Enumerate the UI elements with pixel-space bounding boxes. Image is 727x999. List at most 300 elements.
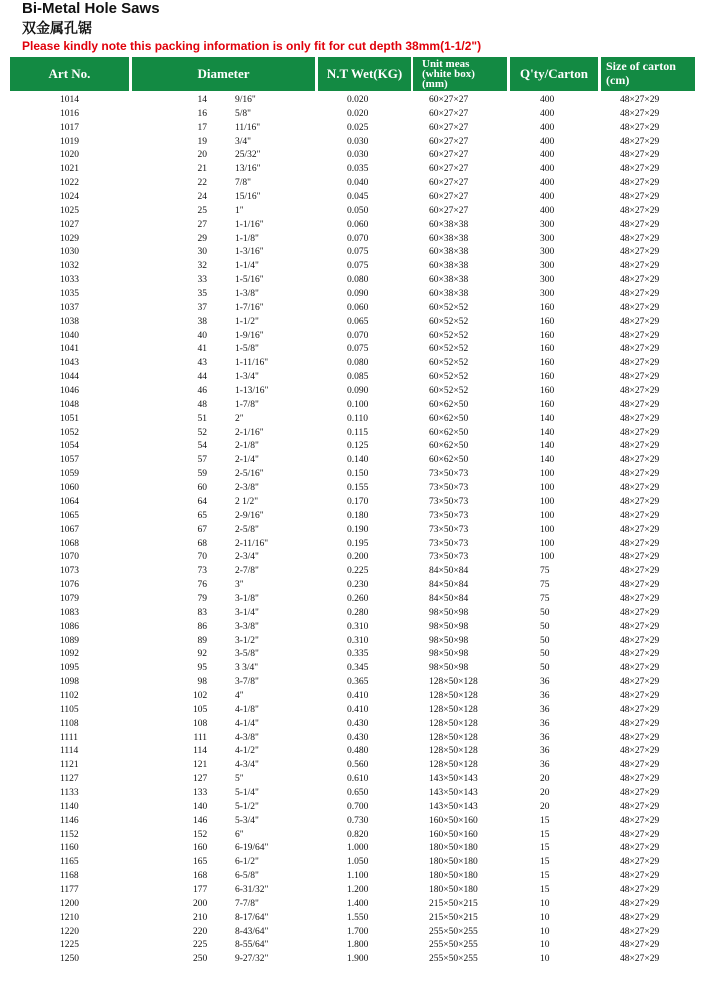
art-no-cell: 1086: [60, 621, 79, 632]
page-subtitle-chinese: 双金属孔锯: [22, 20, 92, 36]
carton-size-cell: 48×27×29: [620, 427, 660, 438]
unit-meas-cell: 73×50×73: [429, 524, 469, 535]
carton-size-cell: 48×27×29: [620, 233, 660, 244]
diameter-inch-cell: 2": [235, 413, 244, 424]
qty-carton-cell: 400: [540, 192, 555, 203]
table-row: [0, 524, 727, 538]
diameter-mm-cell: 177: [193, 884, 208, 895]
qty-carton-cell: 15: [540, 843, 550, 854]
table-row: [0, 136, 727, 150]
unit-meas-cell: 128×50×128: [429, 718, 478, 729]
unit-meas-cell: 84×50×84: [429, 566, 469, 577]
qty-carton-cell: 300: [540, 275, 555, 286]
table-row: [0, 302, 727, 316]
carton-size-cell: 48×27×29: [620, 884, 660, 895]
unit-meas-cell: 60×62×50: [429, 427, 469, 438]
diameter-mm-cell: 133: [193, 787, 208, 798]
diameter-inch-cell: 3-1/8": [235, 593, 259, 604]
carton-size-cell: 48×27×29: [620, 607, 660, 618]
diameter-mm-cell: 25: [197, 205, 207, 216]
nt-wet-cell: 0.650: [347, 787, 369, 798]
unit-meas-cell: 60×62×50: [429, 413, 469, 424]
diameter-inch-cell: 15/16": [235, 192, 261, 203]
table-row: [0, 343, 727, 357]
carton-size-cell: 48×27×29: [620, 566, 660, 577]
nt-wet-cell: 0.310: [347, 635, 369, 646]
table-row: [0, 191, 727, 205]
unit-meas-cell: 60×52×52: [429, 386, 469, 397]
art-no-cell: 1083: [60, 607, 79, 618]
unit-meas-cell: 128×50×128: [429, 746, 478, 757]
qty-carton-cell: 100: [540, 510, 555, 521]
nt-wet-cell: 0.090: [347, 289, 369, 300]
table-row: [0, 801, 727, 815]
table-row: [0, 385, 727, 399]
art-no-cell: 1037: [60, 302, 79, 313]
art-no-cell: 1067: [60, 524, 79, 535]
art-no-cell: 1220: [60, 926, 79, 937]
qty-carton-cell: 160: [540, 302, 555, 313]
art-no-cell: 1092: [60, 649, 79, 660]
unit-meas-cell: 60×27×27: [429, 178, 469, 189]
nt-wet-cell: 0.045: [347, 192, 369, 203]
diameter-mm-cell: 52: [197, 427, 207, 438]
diameter-inch-cell: 2-5/16": [235, 469, 264, 480]
carton-size-cell: 48×27×29: [620, 635, 660, 646]
qty-carton-cell: 36: [540, 760, 550, 771]
diameter-inch-cell: 2-5/8": [235, 524, 259, 535]
diameter-inch-cell: 2-1/4": [235, 455, 259, 466]
table-row: [0, 510, 727, 524]
unit-meas-cell: 60×62×50: [429, 441, 469, 452]
nt-wet-cell: 0.430: [347, 732, 369, 743]
carton-size-cell: 48×27×29: [620, 95, 660, 105]
table-row: [0, 565, 727, 579]
carton-size-cell: 48×27×29: [620, 732, 660, 743]
unit-meas-cell: 215×50×215: [429, 898, 478, 909]
art-no-cell: 1073: [60, 566, 79, 577]
diameter-inch-cell: 2-11/16": [235, 538, 269, 549]
diameter-mm-cell: 102: [193, 690, 208, 701]
nt-wet-cell: 1.200: [347, 884, 369, 895]
art-no-cell: 1017: [60, 122, 79, 133]
nt-wet-cell: 1.050: [347, 857, 369, 868]
qty-carton-cell: 15: [540, 829, 550, 840]
art-no-cell: 1044: [60, 372, 79, 383]
carton-size-cell: 48×27×29: [620, 150, 660, 161]
art-no-cell: 1089: [60, 635, 79, 646]
table-row: [0, 330, 727, 344]
qty-carton-cell: 400: [540, 205, 555, 216]
art-no-cell: 1021: [60, 164, 79, 175]
diameter-mm-cell: 33: [197, 275, 207, 286]
diameter-mm-cell: 76: [197, 580, 207, 591]
art-no-cell: 1057: [60, 455, 79, 466]
carton-size-cell: 48×27×29: [620, 704, 660, 715]
diameter-inch-cell: 4-3/8": [235, 732, 259, 743]
unit-meas-cell: 160×50×160: [429, 815, 478, 826]
carton-size-cell: 48×27×29: [620, 843, 660, 854]
art-no-cell: 1108: [60, 718, 79, 729]
nt-wet-cell: 0.065: [347, 316, 369, 327]
carton-size-cell: 48×27×29: [620, 912, 660, 923]
qty-carton-cell: 300: [540, 247, 555, 258]
unit-meas-cell: 60×62×50: [429, 455, 469, 466]
diameter-mm-cell: 65: [197, 510, 207, 521]
table-row: [0, 704, 727, 718]
diameter-mm-cell: 168: [193, 871, 208, 882]
unit-meas-cell: 255×50×255: [429, 940, 478, 951]
unit-meas-cell: 60×38×38: [429, 261, 469, 272]
diameter-mm-cell: 86: [197, 621, 207, 632]
table-row: [0, 579, 727, 593]
art-no-cell: 1024: [60, 192, 79, 203]
diameter-mm-cell: 21: [197, 164, 207, 175]
diameter-mm-cell: 121: [193, 760, 208, 771]
art-no-cell: 1046: [60, 386, 79, 397]
col-header-qty-carton: Q'ty/Carton: [510, 57, 598, 91]
carton-size-cell: 48×27×29: [620, 954, 660, 965]
nt-wet-cell: 0.025: [347, 122, 369, 133]
diameter-inch-cell: 3": [235, 580, 244, 591]
diameter-inch-cell: 2-1/8": [235, 441, 259, 452]
nt-wet-cell: 0.040: [347, 178, 369, 189]
unit-meas-cell: 255×50×255: [429, 954, 478, 965]
diameter-mm-cell: 35: [197, 289, 207, 300]
col-header-carton-size: [601, 57, 695, 91]
nt-wet-cell: 0.190: [347, 524, 369, 535]
diameter-inch-cell: 4-1/4": [235, 718, 259, 729]
diameter-inch-cell: 11/16": [235, 122, 261, 133]
table-row: [0, 122, 727, 136]
diameter-mm-cell: 17: [197, 122, 207, 133]
diameter-mm-cell: 20: [197, 150, 207, 161]
carton-size-cell: 48×27×29: [620, 372, 660, 383]
table-row: [0, 759, 727, 773]
art-no-cell: 1035: [60, 289, 79, 300]
table-row: [0, 427, 727, 441]
nt-wet-cell: 1.900: [347, 954, 369, 965]
art-no-cell: 1068: [60, 538, 79, 549]
art-no-cell: 1020: [60, 150, 79, 161]
diameter-inch-cell: 5": [235, 774, 244, 785]
diameter-inch-cell: 6": [235, 829, 244, 840]
carton-size-cell: 48×27×29: [620, 774, 660, 785]
diameter-inch-cell: 1-7/16": [235, 302, 264, 313]
qty-carton-cell: 400: [540, 95, 555, 105]
art-no-cell: 1043: [60, 358, 79, 369]
qty-carton-cell: 15: [540, 857, 550, 868]
qty-carton-cell: 140: [540, 441, 555, 452]
carton-size-cell: 48×27×29: [620, 483, 660, 494]
qty-carton-cell: 100: [540, 496, 555, 507]
diameter-inch-cell: 3-1/2": [235, 635, 259, 646]
nt-wet-cell: 0.075: [347, 344, 369, 355]
nt-wet-cell: 0.730: [347, 815, 369, 826]
diameter-mm-cell: 22: [197, 178, 207, 189]
diameter-mm-cell: 54: [197, 441, 207, 452]
diameter-inch-cell: 1-1/4": [235, 261, 259, 272]
diameter-mm-cell: 140: [193, 801, 208, 812]
nt-wet-cell: 0.140: [347, 455, 369, 466]
diameter-mm-cell: 98: [197, 677, 207, 688]
diameter-inch-cell: 2 1/2": [235, 496, 259, 507]
art-no-cell: 1059: [60, 469, 79, 480]
carton-size-cell: 48×27×29: [620, 829, 660, 840]
qty-carton-cell: 10: [540, 926, 550, 937]
table-row: [0, 440, 727, 454]
diameter-mm-cell: 14: [197, 95, 207, 105]
table-row: [0, 260, 727, 274]
carton-size-cell: 48×27×29: [620, 593, 660, 604]
unit-meas-cell: 73×50×73: [429, 510, 469, 521]
qty-carton-cell: 300: [540, 261, 555, 272]
qty-carton-cell: 50: [540, 607, 550, 618]
art-no-cell: 1121: [60, 760, 79, 771]
unit-meas-cell: 73×50×73: [429, 496, 469, 507]
nt-wet-cell: 0.335: [347, 649, 369, 660]
nt-wet-cell: 0.180: [347, 510, 369, 521]
diameter-mm-cell: 160: [193, 843, 208, 854]
carton-size-cell: 48×27×29: [620, 413, 660, 424]
qty-carton-cell: 400: [540, 150, 555, 161]
diameter-mm-cell: 83: [197, 607, 207, 618]
nt-wet-cell: 0.075: [347, 261, 369, 272]
carton-size-cell: 48×27×29: [620, 316, 660, 327]
art-no-cell: 1105: [60, 704, 79, 715]
qty-carton-cell: 140: [540, 427, 555, 438]
diameter-mm-cell: 210: [193, 912, 208, 923]
table-row: [0, 94, 727, 108]
carton-size-line1: Size of carton: [606, 59, 676, 73]
nt-wet-cell: 1.800: [347, 940, 369, 951]
art-no-cell: 1152: [60, 829, 79, 840]
qty-carton-cell: 36: [540, 704, 550, 715]
nt-wet-cell: 1.700: [347, 926, 369, 937]
art-no-cell: 1040: [60, 330, 79, 341]
table-row: [0, 288, 727, 302]
nt-wet-cell: 0.365: [347, 677, 369, 688]
art-no-cell: 1054: [60, 441, 79, 452]
table-row: [0, 621, 727, 635]
carton-size-cell: 48×27×29: [620, 801, 660, 812]
table-row: [0, 829, 727, 843]
diameter-mm-cell: 59: [197, 469, 207, 480]
art-no-cell: 1048: [60, 399, 79, 410]
qty-carton-cell: 160: [540, 372, 555, 383]
qty-carton-cell: 15: [540, 815, 550, 826]
diameter-inch-cell: 4-1/8": [235, 704, 259, 715]
unit-meas-line3: (mm): [422, 78, 448, 90]
diameter-inch-cell: 1-3/8": [235, 289, 259, 300]
diameter-inch-cell: 1": [235, 205, 244, 216]
table-row: [0, 468, 727, 482]
qty-carton-cell: 100: [540, 483, 555, 494]
art-no-cell: 1177: [60, 884, 79, 895]
unit-meas-cell: 84×50×84: [429, 593, 469, 604]
diameter-inch-cell: 2-9/16": [235, 510, 264, 521]
diameter-mm-cell: 40: [197, 330, 207, 341]
qty-carton-cell: 300: [540, 233, 555, 244]
diameter-mm-cell: 108: [193, 718, 208, 729]
col-header-nt-wet: N.T Wet(KG): [318, 57, 411, 91]
nt-wet-cell: 0.195: [347, 538, 369, 549]
art-no-cell: 1029: [60, 233, 79, 244]
diameter-inch-cell: 8-17/64": [235, 912, 269, 923]
diameter-mm-cell: 46: [197, 386, 207, 397]
art-no-cell: 1079: [60, 593, 79, 604]
qty-carton-cell: 140: [540, 455, 555, 466]
art-no-cell: 1095: [60, 663, 79, 674]
art-no-cell: 1102: [60, 690, 79, 701]
carton-size-cell: 48×27×29: [620, 441, 660, 452]
nt-wet-cell: 0.060: [347, 302, 369, 313]
nt-wet-cell: 0.480: [347, 746, 369, 757]
art-no-cell: 1111: [60, 732, 78, 743]
page-title: Bi-Metal Hole Saws: [22, 0, 160, 17]
diameter-mm-cell: 60: [197, 483, 207, 494]
diameter-inch-cell: 3-3/8": [235, 621, 259, 632]
unit-meas-cell: 128×50×128: [429, 677, 478, 688]
diameter-mm-cell: 92: [197, 649, 207, 660]
table-row: [0, 898, 727, 912]
carton-size-cell: 48×27×29: [620, 261, 660, 272]
nt-wet-cell: 0.410: [347, 690, 369, 701]
art-no-cell: 1070: [60, 552, 79, 563]
diameter-mm-cell: 127: [193, 774, 208, 785]
diameter-inch-cell: 1-5/16": [235, 275, 264, 286]
unit-meas-cell: 73×50×73: [429, 483, 469, 494]
unit-meas-cell: 180×50×180: [429, 871, 478, 882]
table-row: [0, 496, 727, 510]
table-row: [0, 177, 727, 191]
art-no-cell: 1019: [60, 136, 79, 147]
unit-meas-cell: 143×50×143: [429, 774, 478, 785]
diameter-mm-cell: 44: [197, 372, 207, 383]
table-row: [0, 205, 727, 219]
unit-meas-cell: 73×50×73: [429, 538, 469, 549]
unit-meas-cell: 60×52×52: [429, 358, 469, 369]
qty-carton-cell: 400: [540, 108, 555, 119]
nt-wet-cell: 0.560: [347, 760, 369, 771]
carton-size-cell: 48×27×29: [620, 510, 660, 521]
diameter-inch-cell: 2-3/4": [235, 552, 259, 563]
table-row: [0, 357, 727, 371]
diameter-inch-cell: 1-7/8": [235, 399, 259, 410]
qty-carton-cell: 160: [540, 344, 555, 355]
art-no-cell: 1060: [60, 483, 79, 494]
diameter-inch-cell: 1-1/16": [235, 219, 264, 230]
diameter-mm-cell: 105: [193, 704, 208, 715]
unit-meas-cell: 84×50×84: [429, 580, 469, 591]
carton-size-cell: 48×27×29: [620, 205, 660, 216]
unit-meas-cell: 128×50×128: [429, 732, 478, 743]
qty-carton-cell: 160: [540, 316, 555, 327]
diameter-inch-cell: 1-1/8": [235, 233, 259, 244]
unit-meas-cell: 98×50×98: [429, 663, 469, 674]
diameter-inch-cell: 25/32": [235, 150, 261, 161]
diameter-inch-cell: 7/8": [235, 178, 252, 189]
carton-size-cell: 48×27×29: [620, 344, 660, 355]
table-row: [0, 413, 727, 427]
qty-carton-cell: 400: [540, 136, 555, 147]
diameter-inch-cell: 2-1/16": [235, 427, 264, 438]
unit-meas-cell: 60×27×27: [429, 205, 469, 216]
unit-meas-cell: 160×50×160: [429, 829, 478, 840]
nt-wet-cell: 1.100: [347, 871, 369, 882]
nt-wet-cell: 0.610: [347, 774, 369, 785]
carton-size-cell: 48×27×29: [620, 136, 660, 147]
carton-size-cell: 48×27×29: [620, 275, 660, 286]
art-no-cell: 1064: [60, 496, 79, 507]
diameter-inch-cell: 7-7/8": [235, 898, 259, 909]
diameter-inch-cell: 1-13/16": [235, 386, 269, 397]
table-row: [0, 635, 727, 649]
diameter-inch-cell: 1-9/16": [235, 330, 264, 341]
diameter-inch-cell: 3-1/4": [235, 607, 259, 618]
qty-carton-cell: 160: [540, 358, 555, 369]
table-row: [0, 870, 727, 884]
diameter-inch-cell: 4": [235, 690, 244, 701]
qty-carton-cell: 300: [540, 289, 555, 300]
art-no-cell: 1027: [60, 219, 79, 230]
carton-size-cell: 48×27×29: [620, 690, 660, 701]
carton-size-cell: 48×27×29: [620, 386, 660, 397]
carton-size-cell: 48×27×29: [620, 122, 660, 133]
art-no-cell: 1133: [60, 787, 79, 798]
nt-wet-cell: 0.280: [347, 607, 369, 618]
diameter-inch-cell: 1-3/16": [235, 247, 264, 258]
diameter-inch-cell: 2-7/8": [235, 566, 259, 577]
unit-meas-cell: 180×50×180: [429, 843, 478, 854]
table-row: [0, 732, 727, 746]
unit-meas-cell: 60×52×52: [429, 344, 469, 355]
table-row: [0, 690, 727, 704]
diameter-inch-cell: 5-3/4": [235, 815, 259, 826]
carton-size-cell: 48×27×29: [620, 358, 660, 369]
carton-size-cell: 48×27×29: [620, 469, 660, 480]
nt-wet-cell: 1.000: [347, 843, 369, 854]
carton-size-cell: 48×27×29: [620, 524, 660, 535]
art-no-cell: 1052: [60, 427, 79, 438]
qty-carton-cell: 15: [540, 884, 550, 895]
table-row: [0, 773, 727, 787]
carton-size-cell: 48×27×29: [620, 940, 660, 951]
unit-meas-cell: 143×50×143: [429, 801, 478, 812]
carton-size-cell: 48×27×29: [620, 787, 660, 798]
diameter-inch-cell: 3-7/8": [235, 677, 259, 688]
diameter-mm-cell: 250: [193, 954, 208, 965]
unit-meas-cell: 60×52×52: [429, 372, 469, 383]
table-row: [0, 246, 727, 260]
art-no-cell: 1022: [60, 178, 79, 189]
qty-carton-cell: 75: [540, 580, 550, 591]
nt-wet-cell: 0.050: [347, 205, 369, 216]
diameter-inch-cell: 3-5/8": [235, 649, 259, 660]
carton-size-cell: 48×27×29: [620, 760, 660, 771]
table-row: [0, 149, 727, 163]
qty-carton-cell: 36: [540, 718, 550, 729]
diameter-mm-cell: 29: [197, 233, 207, 244]
carton-size-cell: 48×27×29: [620, 164, 660, 175]
nt-wet-cell: 0.225: [347, 566, 369, 577]
table-row: [0, 371, 727, 385]
table-row: [0, 648, 727, 662]
diameter-mm-cell: 200: [193, 898, 208, 909]
unit-meas-cell: 143×50×143: [429, 787, 478, 798]
unit-meas-cell: 60×38×38: [429, 247, 469, 258]
nt-wet-cell: 0.115: [347, 427, 369, 438]
